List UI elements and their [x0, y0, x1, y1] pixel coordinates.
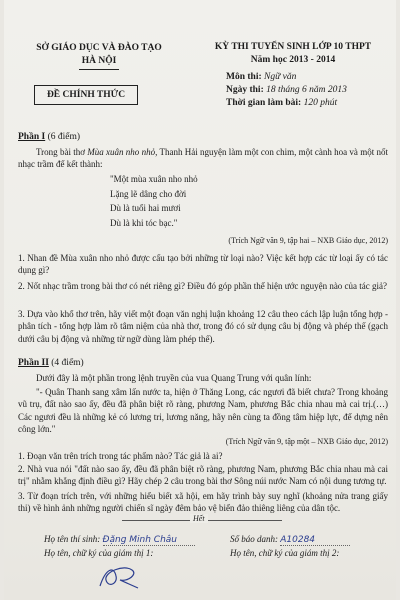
part1-question-2: 2. Nốt nhạc trầm trong bài thơ có nét riêng gì? Điều đó góp phần thể hiện ước nguyện nào của tác giả?	[18, 281, 388, 291]
proctor-2-line	[230, 548, 339, 558]
exam-paper	[4, 0, 396, 600]
part2-title: Phần II	[18, 358, 49, 368]
exam-header	[202, 41, 384, 67]
school-year: Năm học 2013 - 2014	[250, 55, 336, 65]
poem-line: Lặng lẽ dâng cho đời	[110, 188, 187, 199]
part1-question-3: 3. Dựa vào khổ thơ trên, hãy viết một đoạn văn nghị luận khoảng 12 câu theo cách lập luận tổng hợp - phân tích - tổng hợp làm rõ tâm niệm của nhà thơ, trong đó có sử dụng câu bị động và phép thế (gạch dưới câu bị động và những từ ngữ dùng làm phép thế).	[18, 309, 388, 344]
proctor-2-label: Họ tên, chữ ký của giám thị 2:	[230, 548, 340, 558]
exam-title: KỲ THI TUYỂN SINH LỚP 10 THPT	[214, 42, 372, 52]
part2-question-1: 1. Đoạn văn trên trích trong tác phẩm nào? Tác giả là ai?	[18, 451, 223, 461]
proctor-signature	[94, 560, 144, 592]
poem-title: Mùa xuân nho nhỏ	[87, 147, 156, 157]
poem-line: Dù là khi tóc bạc."	[110, 217, 178, 228]
header-underline	[79, 69, 119, 70]
time-label: Thời gian làm bài:	[226, 98, 302, 108]
poem-stanza	[110, 172, 198, 230]
part1-title: Phần I	[18, 132, 46, 142]
poem-line: Dù là tuổi hai mươi	[110, 203, 181, 213]
sbd-label: Số báo danh:	[230, 534, 278, 544]
date-label: Ngày thi:	[226, 85, 264, 95]
sbd-value: A10284	[280, 535, 350, 546]
date-line	[226, 84, 347, 97]
proctor-1-label: Họ tên, chữ ký của giám thị 1:	[44, 548, 154, 558]
subject-label: Môn thi:	[226, 72, 262, 82]
part2-question-2: 2. Nhà vua nói "đất nào sao ấy, đều đã phân biệt rõ ràng, phương Nam, phương Bắc chia nhau mà cai trị" nhằm khẳng định điều gì? Hãy chép 2 câu trong bài thơ Sông núi nước Nam có nội dung tương tự.	[18, 464, 388, 487]
org-line-1: SỞ GIÁO DỤC VÀ ĐÀO TẠO	[36, 43, 162, 53]
part2-citation: (Trích Ngữ văn 9, tập một – NXB Giáo dục, 2012)	[225, 437, 388, 446]
subject-line	[226, 71, 296, 84]
part2-quote: "- Quân Thanh sang xâm lấn nước ta, hiện ở Thăng Long, các ngươi đã biết chưa? Trong khoảng vũ trụ, đất nào sao ấy, đều đã phân biệt rõ ràng, phương Nam, phương Bắc chia nhau mà cai trị.(…) Các ngươi đều là những kẻ có lương tri, lương năng, hãy nên cùng ta đồng tâm hiệp lực, để dựng nên công lớn."	[18, 387, 388, 435]
end-mark: Hết	[190, 514, 208, 523]
part2-intro: Dưới đây là một phần trong lệnh truyền của vua Quang Trung với quân lính:	[36, 373, 312, 383]
part1-intro: Trong bài thơ Mùa xuân nho nhỏ, Thanh Hải nguyện làm một con chim, một cành hoa và một nốt nhạc trầm để kết thành:	[18, 147, 388, 170]
date-value: 18 tháng 6 năm 2013	[266, 85, 347, 95]
part2-question-3: 3. Từ đoạn trích trên, với những hiểu biết xã hội, em hãy trình bày suy nghĩ (khoảng nửa trang giấy thi) về hình ảnh những người chiến sĩ ngày đêm bảo vệ biển đảo thiêng liêng của dân tộc.	[18, 491, 388, 514]
subject-value: Ngữ văn	[264, 72, 297, 82]
part2-points: (4 điểm)	[51, 358, 84, 368]
poem-line: "Một mùa xuân nho nhỏ	[110, 174, 198, 184]
part1-citation: (Trích Ngữ văn 9, tập hai – NXB Giáo dục, 2012)	[228, 236, 388, 245]
candidate-label: Họ tên thí sinh:	[44, 534, 101, 544]
part1-question-1: 1. Nhan đề Mùa xuân nho nhỏ được cấu tạo bởi những từ loại nào? Việc kết hợp các từ loại ấy có tác dụng gì?	[18, 253, 388, 276]
official-label-box: ĐỀ CHÍNH THỨC	[34, 85, 138, 105]
part1-points: (6 điểm)	[47, 132, 81, 142]
time-line	[226, 97, 337, 110]
org-line-2: HÀ NỘI	[81, 56, 117, 66]
sbd-line	[230, 534, 350, 546]
candidate-name-value: Đặng Minh Châu	[103, 535, 195, 546]
part1-heading	[18, 132, 80, 142]
time-value: 120 phút	[303, 98, 338, 108]
part2-heading	[18, 358, 84, 368]
candidate-name-line	[44, 534, 195, 546]
proctor-1-line	[44, 548, 153, 558]
issuing-authority	[24, 42, 174, 70]
